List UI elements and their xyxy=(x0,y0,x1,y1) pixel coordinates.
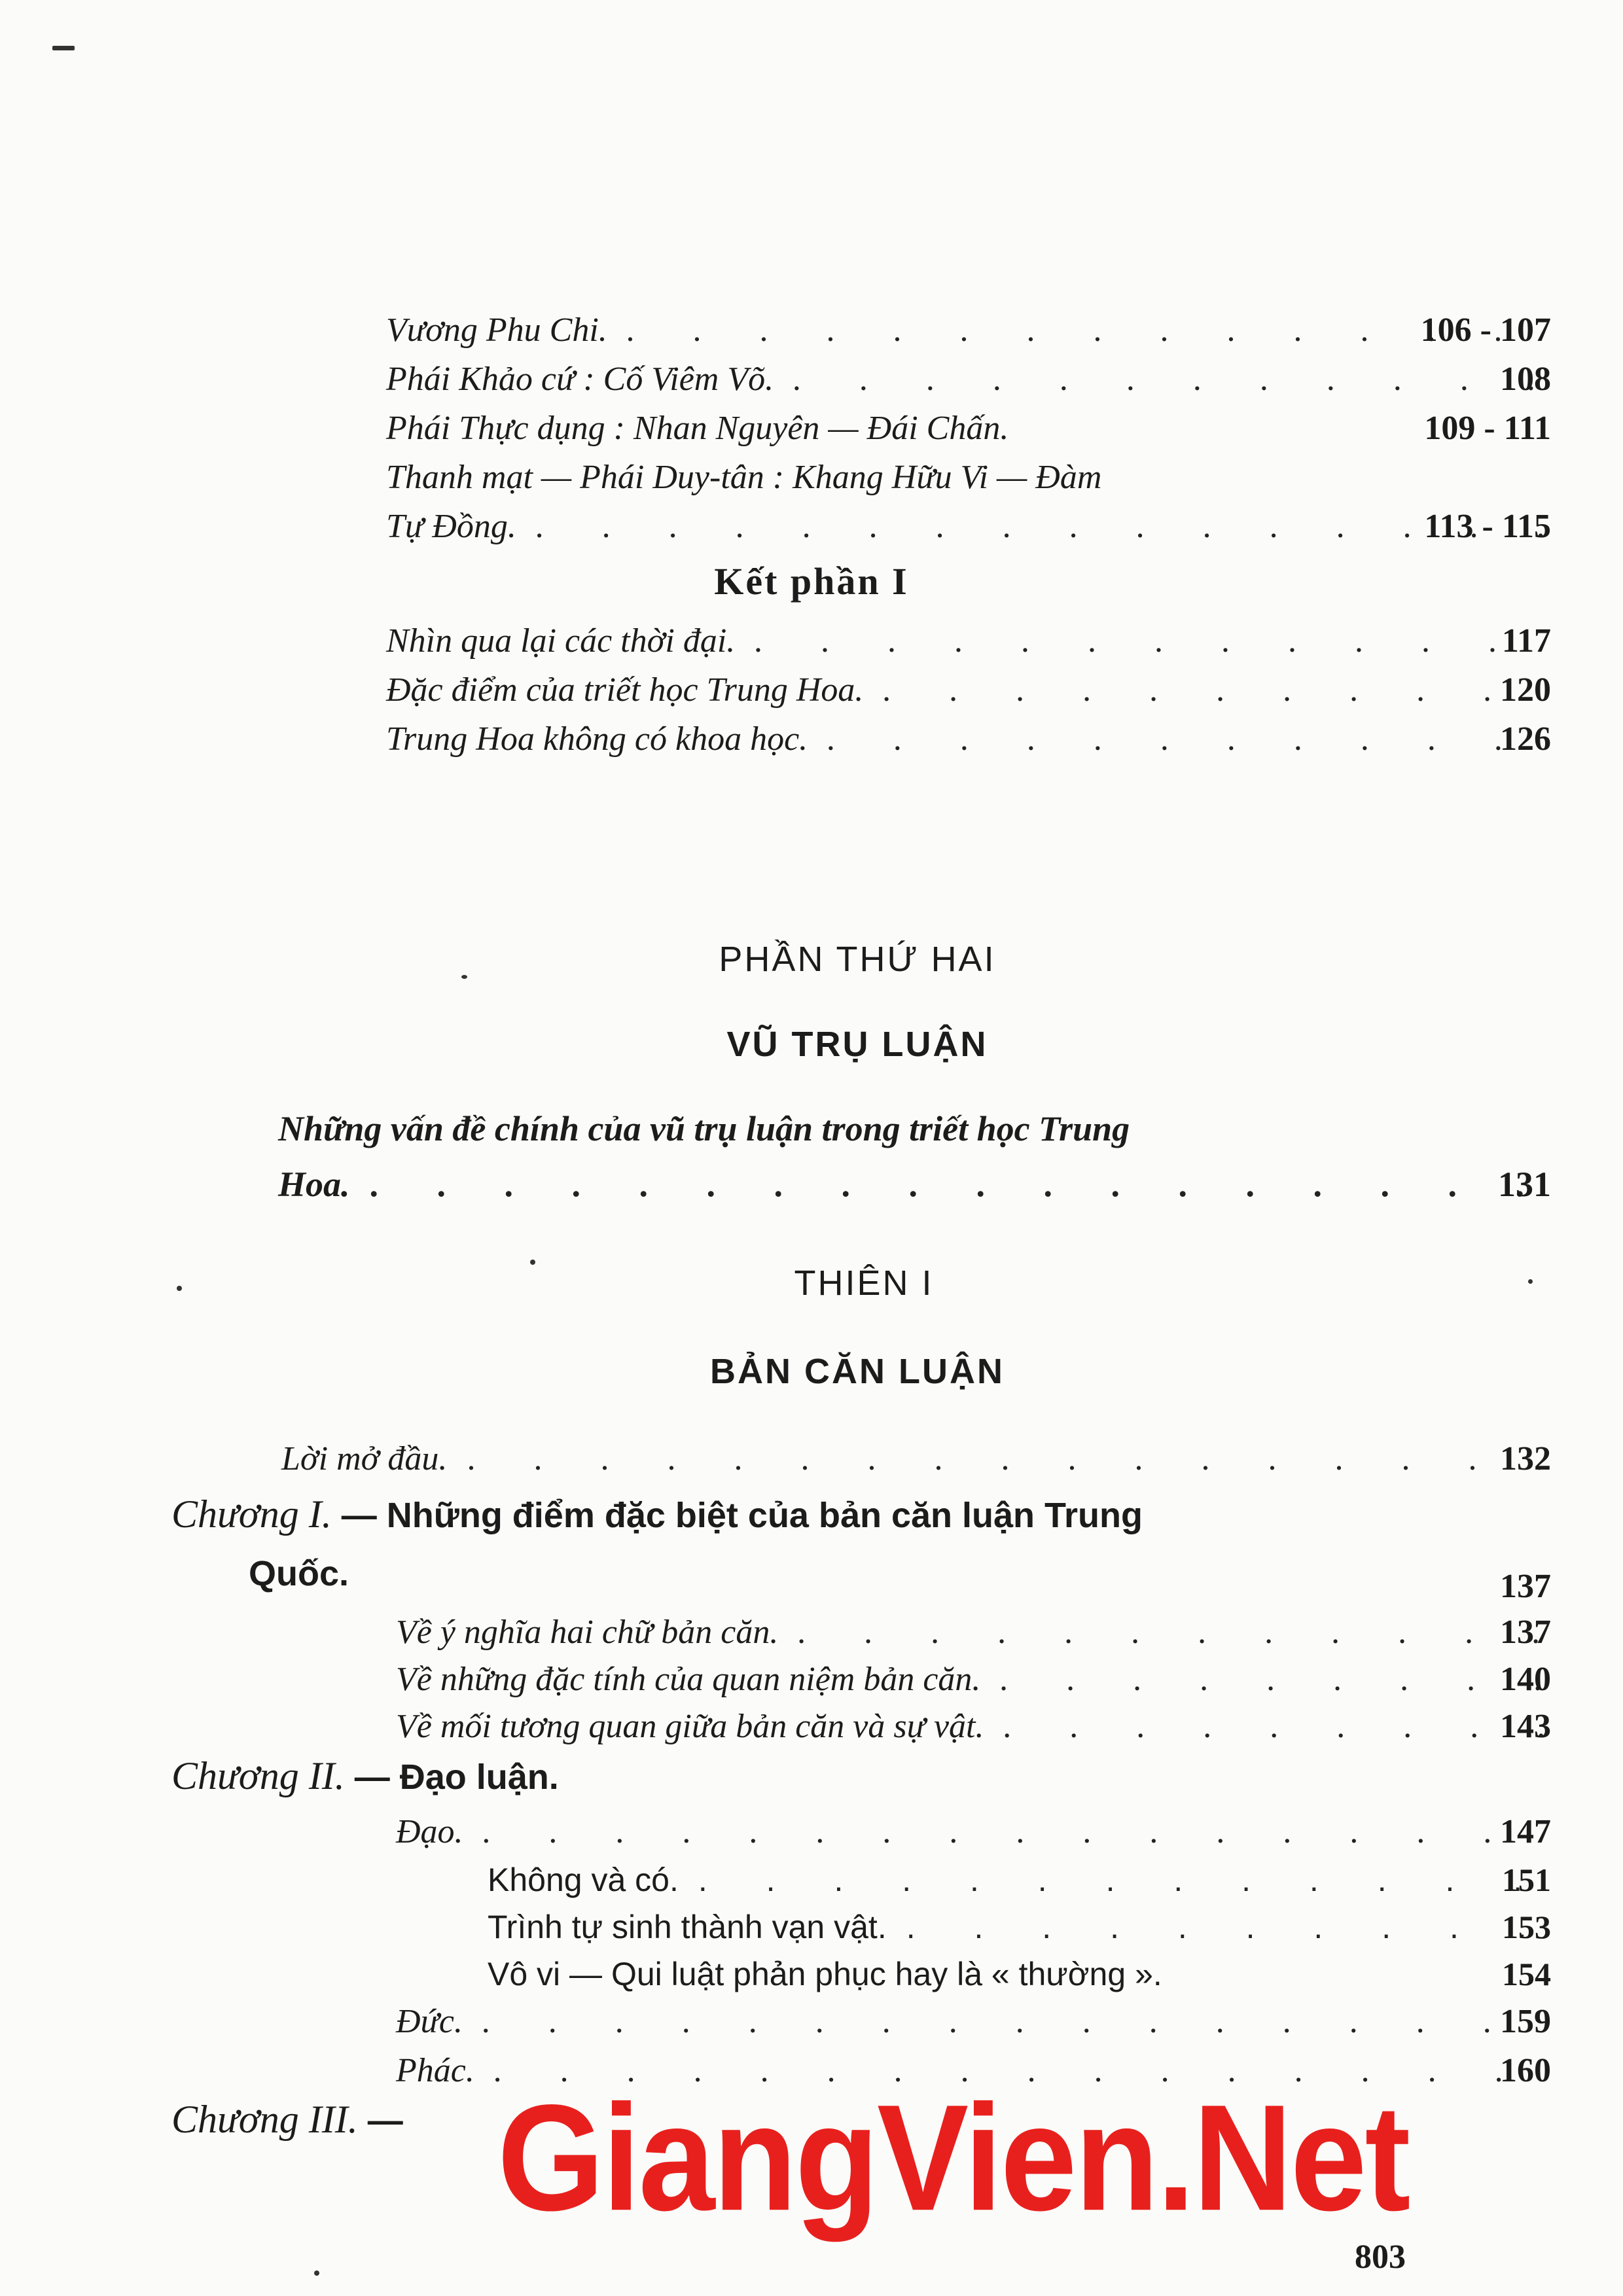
dot-leader xyxy=(984,1704,1552,1750)
toc-entry[interactable] xyxy=(396,1999,1551,2045)
toc-entry[interactable] xyxy=(488,1857,1551,1903)
toc-entry-title: Vương Phu Chi. xyxy=(386,311,607,349)
toc-entry-page: 113 - 115 xyxy=(1424,508,1551,545)
chapter-heading[interactable] xyxy=(171,1489,1143,1541)
toc-entry-title: Thanh mạt — Phái Duy-tân : Khang Hữu Vi — Đàm xyxy=(386,459,1102,496)
toc-entry[interactable] xyxy=(386,504,1551,550)
toc-entry[interactable] xyxy=(386,618,1551,664)
toc-entry-page: 126 xyxy=(1500,720,1551,758)
toc-entry[interactable] xyxy=(249,1551,1551,1605)
toc-entry-title: Về ý nghĩa hai chữ bản căn. xyxy=(396,1614,779,1651)
toc-entry-page: 117 xyxy=(1501,622,1551,660)
toc-entry-title: Hoa. xyxy=(278,1165,350,1204)
chapter-label: Chương I. xyxy=(171,1492,332,1536)
toc-entry-page: 108 xyxy=(1500,361,1551,398)
chapter-heading[interactable] xyxy=(171,1750,559,1803)
scan-mark xyxy=(530,1260,535,1265)
toc-entry-title: Về mối tương quan giữa bản căn và sự vật. xyxy=(396,1708,984,1745)
scan-mark xyxy=(461,975,467,979)
chapter-title-cont: Quốc. xyxy=(249,1554,349,1593)
scan-mark xyxy=(52,46,75,50)
toc-entry-page: 143 xyxy=(1500,1708,1551,1745)
chapter-label: Chương III. xyxy=(171,2098,358,2141)
toc-entry-title: Những vấn đề chính của vũ trụ luận trong triết học Trung xyxy=(278,1109,1130,1148)
toc-entry[interactable] xyxy=(488,1904,1551,1950)
toc-entry-page: 109 - 111 xyxy=(1424,410,1551,447)
toc-entry-line xyxy=(278,1106,1551,1152)
toc-entry[interactable] xyxy=(396,1704,1551,1750)
toc-entry-page: 160 xyxy=(1500,2052,1551,2089)
toc-entry-page: 153 xyxy=(1502,1909,1551,1945)
toc-entry-title: Phác. xyxy=(396,2052,474,2089)
dot-leader xyxy=(808,716,1551,762)
toc-entry-page: 159 xyxy=(1500,2003,1551,2040)
dot-leader xyxy=(778,1610,1551,1655)
toc-entry-title: Đức. xyxy=(396,2003,463,2040)
toc-entry[interactable] xyxy=(281,1436,1551,1482)
toc-entry-title: Không và có. xyxy=(488,1862,679,1898)
dot-leader xyxy=(980,1657,1551,1703)
dot-leader xyxy=(679,1857,1551,1903)
toc-entry-title: Nhìn qua lại các thời đại. xyxy=(386,622,736,660)
part-title: VŨ TRỤ LUẬN xyxy=(726,1025,988,1064)
toc-entry-title: Trung Hoa không có khoa học. xyxy=(386,720,808,758)
toc-entry[interactable] xyxy=(488,1951,1551,1997)
toc-entry-page: 106 - 107 xyxy=(1420,311,1551,349)
toc-entry-page: 140 xyxy=(1500,1661,1551,1698)
toc-entry-title: Vô vi — Qui luật phản phục hay là « thường ». xyxy=(488,1956,1162,1992)
toc-entry-page: 137 xyxy=(1500,1568,1551,1605)
chapter-title: — xyxy=(367,2101,403,2140)
dot-leader xyxy=(350,1161,1551,1207)
toc-entry[interactable] xyxy=(386,357,1551,402)
dot-leader xyxy=(463,1999,1551,2045)
dot-leader xyxy=(774,357,1551,402)
toc-entry-page: 154 xyxy=(1502,1956,1551,1992)
toc-entry-title: Trình tự sinh thành vạn vật. xyxy=(488,1909,887,1945)
dot-leader xyxy=(735,618,1551,664)
toc-entry[interactable] xyxy=(396,1809,1551,1855)
toc-entry[interactable] xyxy=(386,406,1551,451)
toc-entry-title: Đặc điểm của triết học Trung Hoa. xyxy=(386,671,864,709)
page-number: 803 xyxy=(1355,2238,1406,2276)
scan-mark xyxy=(314,2270,319,2276)
part-label: PHẦN THỨ HAI xyxy=(719,940,996,979)
toc-entry-page: 137 xyxy=(1500,1614,1551,1651)
toc-entry-page: 151 xyxy=(1502,1862,1551,1898)
section-label: THIÊN I xyxy=(794,1263,934,1303)
dot-leader xyxy=(516,504,1551,550)
chapter-heading[interactable] xyxy=(171,2094,403,2146)
toc-entry-page: 120 xyxy=(1500,671,1551,709)
toc-entry-page: 147 xyxy=(1500,1813,1551,1850)
toc-entry[interactable] xyxy=(386,455,1551,501)
toc-entry-title: Đạo. xyxy=(396,1813,463,1850)
toc-entry[interactable] xyxy=(396,1610,1551,1655)
scan-mark xyxy=(177,1286,182,1291)
toc-entry[interactable] xyxy=(278,1161,1551,1207)
chapter-title: — Những điểm đặc biệt của bản căn luận Trung xyxy=(341,1496,1143,1535)
dot-leader xyxy=(887,1904,1551,1950)
toc-entry-page: 132 xyxy=(1500,1440,1551,1477)
scan-mark xyxy=(1528,1279,1533,1284)
dot-leader xyxy=(607,308,1551,353)
dot-leader xyxy=(863,667,1551,713)
toc-entry-title: Phái Khảo cứ : Cố Viêm Võ. xyxy=(386,361,774,398)
toc-entry[interactable] xyxy=(386,308,1551,353)
toc-entry[interactable] xyxy=(396,1657,1551,1703)
chapter-title: — Đạo luận. xyxy=(354,1757,559,1797)
toc-entry-title: Tự Đồng. xyxy=(386,508,516,545)
toc-entry-title: Về những đặc tính của quan niệm bản căn. xyxy=(396,1661,981,1698)
toc-entry[interactable] xyxy=(386,716,1551,762)
toc-entry-title: Lời mở đầu. xyxy=(281,1440,448,1477)
conclusion-heading: Kết phần I xyxy=(714,560,909,603)
toc-entry[interactable] xyxy=(386,667,1551,713)
toc-entry-page: 131 xyxy=(1498,1165,1551,1204)
watermark-logo: GiangVien.Net xyxy=(497,2073,1409,2242)
toc-entry-title: Phái Thực dụng : Nhan Nguyên — Đái Chấn. xyxy=(386,410,1009,447)
chapter-label: Chương II. xyxy=(171,1754,345,1797)
dot-leader xyxy=(447,1436,1551,1482)
dot-leader xyxy=(463,1809,1551,1855)
section-title: BẢN CĂN LUẬN xyxy=(710,1352,1005,1391)
